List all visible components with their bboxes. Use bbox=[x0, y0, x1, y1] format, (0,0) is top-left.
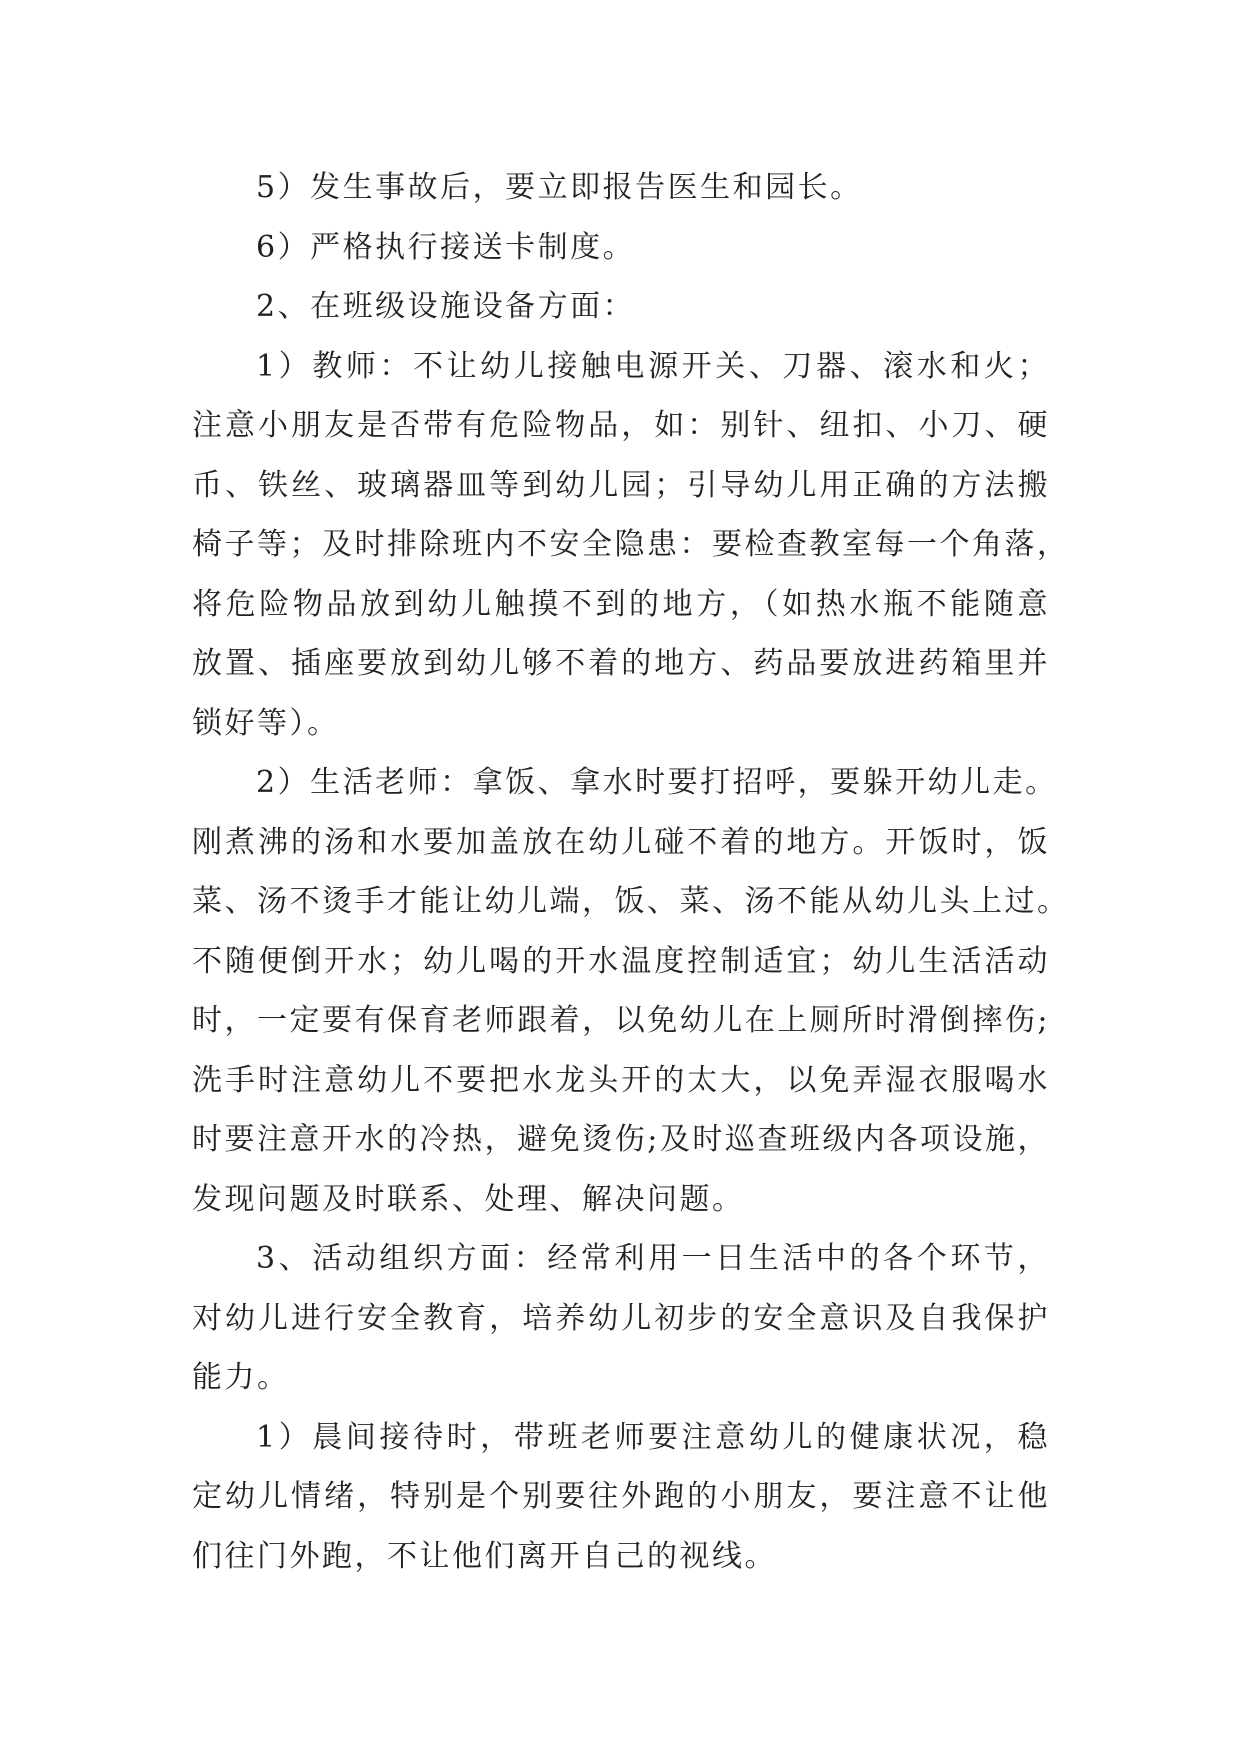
text-line: 锁好等）。 bbox=[192, 705, 340, 741]
text-line: 2）生活老师：拿饭、拿水时要打招呼，要躲开幼儿走。 bbox=[256, 765, 1058, 800]
text-line: 币、铁丝、玻璃器皿等到幼儿园；引导幼儿用正确的方法搬 bbox=[192, 467, 1050, 503]
text-line: 能力。 bbox=[192, 1360, 290, 1395]
text-line: 将危险物品放到幼儿触摸不到的地方，（如热水瓶不能随意 bbox=[192, 586, 1050, 622]
text-line: 对幼儿进行安全教育，培养幼儿初步的安全意识及自我保护 bbox=[192, 1300, 1050, 1336]
text-line: 发现问题及时联系、处理、解决问题。 bbox=[192, 1181, 745, 1217]
paragraph bbox=[192, 753, 1070, 1229]
text-line: 不随便倒开水；幼儿喝的开水温度控制适宜；幼儿生活活动 bbox=[192, 943, 1050, 979]
text-line: 定幼儿情绪，特别是个别要往外跑的小朋友，要注意不让他 bbox=[192, 1479, 1050, 1514]
section-heading bbox=[192, 1229, 1050, 1408]
paragraph bbox=[192, 218, 1050, 278]
text-line: 1）晨间接待时，带班老师要注意幼儿的健康状况，稳 bbox=[256, 1419, 1050, 1455]
text-line: 洗手时注意幼儿不要把水龙头开的太大，以免弄湿衣服喝水 bbox=[192, 1062, 1050, 1098]
text-line: 注意小朋友是否带有危险物品，如：别针、纽扣、小刀、硬 bbox=[192, 408, 1050, 443]
text-line: 放置、插座要放到幼儿够不着的地方、药品要放进药箱里并 bbox=[192, 646, 1050, 681]
paragraph bbox=[192, 337, 1070, 754]
text-line: 5）发生事故后，要立即报告医生和园长。 bbox=[256, 170, 863, 205]
text-line: 菜、汤不烫手才能让幼儿端，饭、菜、汤不能从幼儿头上过。 bbox=[192, 884, 1070, 919]
text-line: 时要注意开水的冷热，避免烫伤;及时巡查班级内各项设施， bbox=[192, 1122, 1050, 1157]
text-line: 6）严格执行接送卡制度。 bbox=[256, 229, 636, 265]
text-line: 们往门外跑，不让他们离开自己的视线。 bbox=[192, 1538, 777, 1574]
text-line: 椅子等；及时排除班内不安全隐患：要检查教室每一个角落， bbox=[192, 527, 1070, 562]
section-heading bbox=[192, 277, 1050, 337]
text-line: 1）教师：不让幼儿接触电源开关、刀器、滚水和火； bbox=[256, 348, 1050, 384]
paragraph bbox=[192, 1408, 1050, 1587]
text-line: 2、在班级设施设备方面： bbox=[256, 289, 636, 324]
text-line: 3、活动组织方面：经常利用一日生活中的各个环节， bbox=[256, 1241, 1050, 1276]
text-line: 时，一定要有保育老师跟着，以免幼儿在上厕所时滑倒摔伤; bbox=[192, 1003, 1050, 1038]
text-line: 刚煮沸的汤和水要加盖放在幼儿碰不着的地方。开饭时，饭 bbox=[192, 824, 1050, 860]
body-text bbox=[192, 158, 1070, 1586]
paragraph bbox=[192, 158, 1050, 218]
